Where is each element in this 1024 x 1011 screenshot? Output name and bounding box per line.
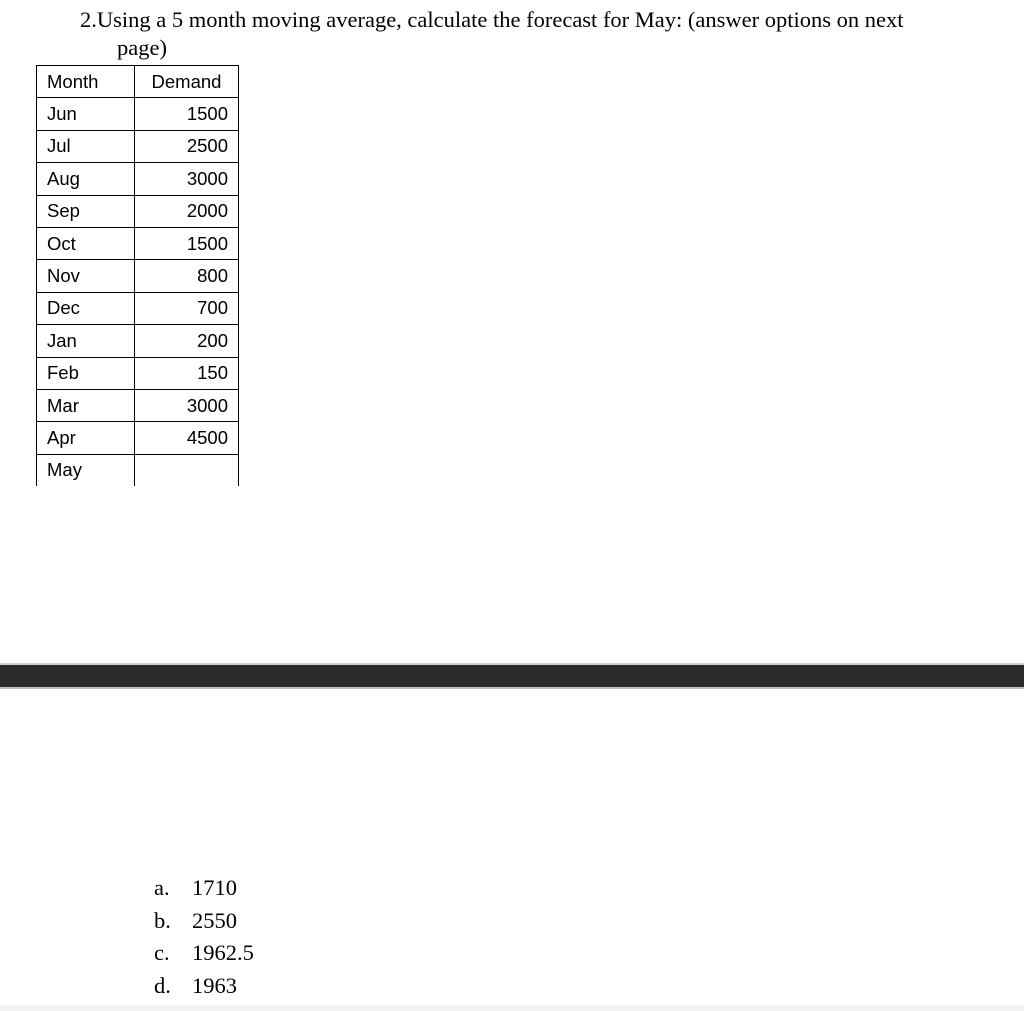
table-row [37, 195, 239, 227]
question-text [80, 6, 1010, 62]
demand-cell: 2000 [135, 195, 239, 227]
option-value: 1710 [192, 875, 237, 900]
month-cell: Dec [37, 292, 135, 324]
page-bottom-edge [0, 1005, 1024, 1011]
table-row [37, 130, 239, 162]
month-cell: May [37, 454, 135, 486]
demand-cell: 1500 [135, 227, 239, 259]
demand-cell: 150 [135, 357, 239, 389]
month-cell: Apr [37, 422, 135, 454]
option-letter: a. [154, 875, 170, 900]
month-cell: Nov [37, 260, 135, 292]
demand-cell: 2500 [135, 130, 239, 162]
demand-cell: 4500 [135, 422, 239, 454]
option-d [154, 970, 254, 1003]
option-letter: b. [154, 907, 171, 933]
table-row [37, 422, 239, 454]
table-row [37, 325, 239, 357]
month-cell: Feb [37, 357, 135, 389]
header-month: Month [37, 66, 135, 98]
table-row [37, 454, 239, 486]
option-letter: c. [154, 940, 170, 965]
option-a [154, 872, 254, 905]
option-value: 1962.5 [192, 940, 254, 965]
month-cell: Oct [37, 227, 135, 259]
demand-cell: 3000 [135, 163, 239, 195]
option-c [154, 937, 254, 970]
header-demand: Demand [135, 66, 239, 98]
demand-cell: 200 [135, 325, 239, 357]
question-line-2: page) [117, 35, 167, 60]
demand-cell [135, 454, 239, 486]
answer-options [154, 872, 254, 1002]
page-divider [0, 665, 1024, 687]
page-divider-edge [0, 687, 1024, 689]
month-cell: Jun [37, 98, 135, 130]
table-row [37, 389, 239, 421]
month-cell: Sep [37, 195, 135, 227]
table-row [37, 292, 239, 324]
option-value: 2550 [192, 907, 237, 933]
option-value: 1963 [192, 972, 237, 998]
question-line-1: 2.Using a 5 month moving average, calculate the forecast for May: (answer options on next [80, 7, 904, 32]
option-letter: d. [154, 972, 171, 998]
table-row [37, 227, 239, 259]
demand-cell: 700 [135, 292, 239, 324]
demand-cell: 3000 [135, 389, 239, 421]
table-row [37, 357, 239, 389]
month-cell: Aug [37, 163, 135, 195]
month-cell: Jul [37, 130, 135, 162]
month-cell: Mar [37, 389, 135, 421]
demand-cell: 1500 [135, 98, 239, 130]
option-b [154, 905, 254, 938]
month-cell: Jan [37, 325, 135, 357]
table-row [37, 163, 239, 195]
table-row [37, 98, 239, 130]
demand-table [36, 65, 239, 486]
table-header-row [37, 66, 239, 98]
table-row [37, 260, 239, 292]
demand-cell: 800 [135, 260, 239, 292]
